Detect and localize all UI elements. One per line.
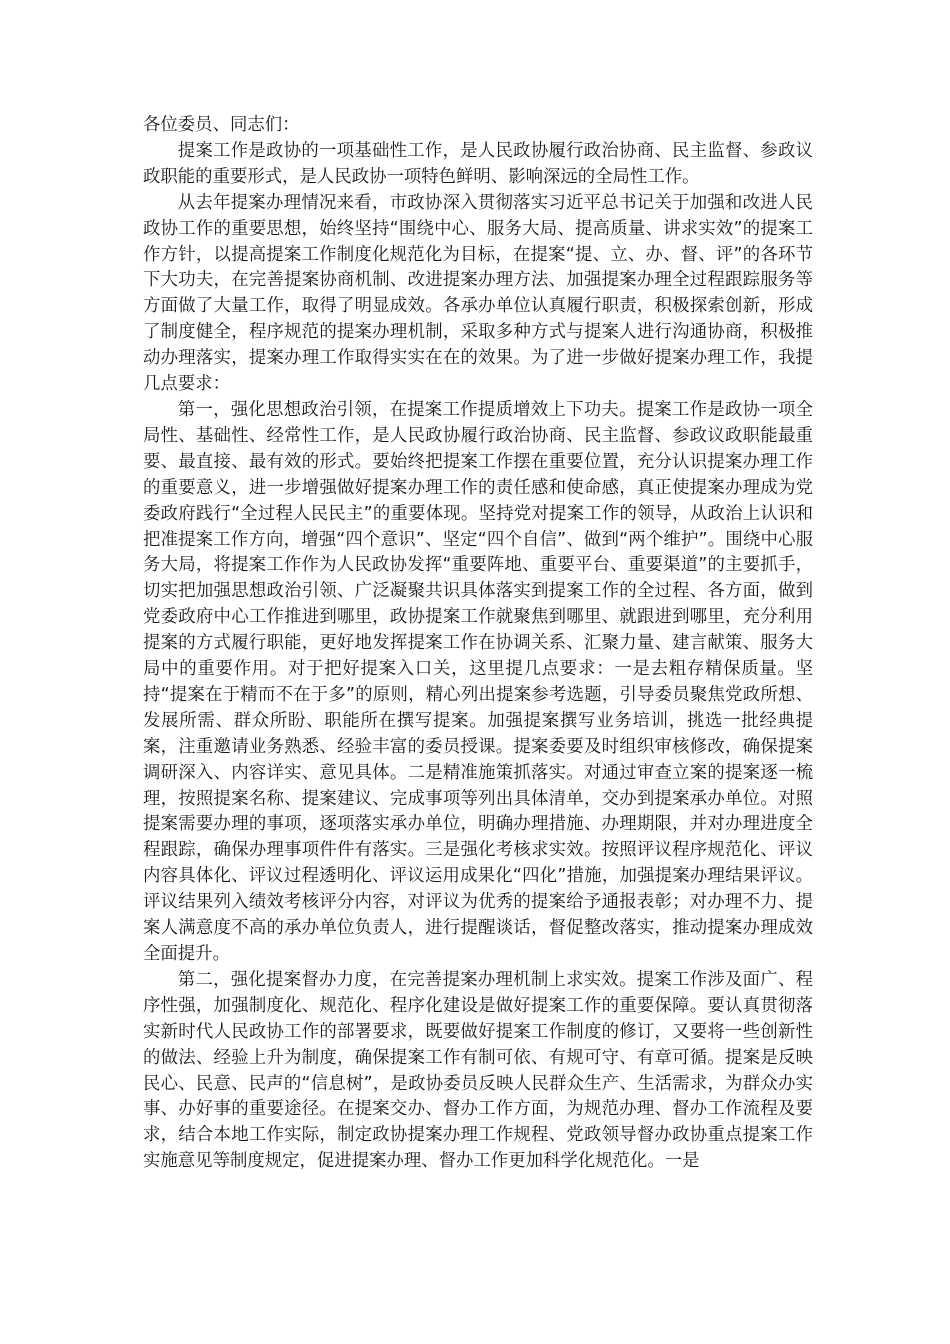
paragraph-point-one: 第一，强化思想政治引领，在提案工作提质增效上下功夫。提案工作是政协一项全局性、基础性、经常性工作，是人民政协履行政治协商、民主监督、参政议政职能最重要、最直接、最有效的形式。要始终把提案工作摆在重要位置，充分认识提案办理工作的重要意义，进一步增强做好提案办理工作的责任感和使命感，真正使提案办理成为党委政府践行“全过程人民民主”的重要体现。坚持党对提案工作的领导，从政治上认识和把准提案工作方向，增强“四个意识”、坚定“四个自信”、做到“两个维护”。围绕中心服务大局，将提案工作作为人民政协发挥“重要阵地、重要平台、重要渠道”的主要抓手，切实把加强思想政治引领、广泛凝聚共识具体落实到提案工作的全过程、各方面，做到党委政府中心工作推进到哪里，政协提案工作就聚焦到哪里、就跟进到哪里，充分利用提案的方式履行职能，更好地发挥提案工作在协调关系、汇聚力量、建言献策、服务大局中的重要作用。对于把好提案入口关，这里提几点要求：一是去粗存精保质量。坚持“提案在于精而不在于多”的原则，精心列出提案参考选题，引导委员聚焦党政所想、发展所需、群众所盼、职能所在撰写提案。加强提案撰写业务培训，挑选一批经典提案，注重邀请业务熟悉、经验丰富的委员授课。提案委要及时组织审核修改，确保提案调研深入、内容详实、意见具体。二是精准施策抓落实。对通过审查立案的提案逐一梳理，按照提案名称、提案建议、完成事项等列出具体清单，交办到提案承办单位。对照提案需要办理的事项，逐项落实承办单位，明确办理措施、办理期限，并对办理进度全程跟踪，确保办理事项件件有落实。三是强化考核求实效。按照评议程序规范化、评议内容具体化、评议过程透明化、评议运用成果化“四化”措施，加强提案办理结果评议。评议结果列入绩效考核评分内容，对评议为优秀的提案给予通报表彰；对办理不力、提案人满意度不高的承办单位负责人，进行提醒谈话，督促整改落实，推动提案办理成效全面提升。: [143, 399, 813, 964]
paragraph-point-two: 第二，强化提案督办力度，在完善提案办理机制上求实效。提案工作涉及面广、程序性强，加强制度化、规范化、程序化建设是做好提案工作的重要保障。要认真贯彻落实新时代人民政协工作的部署要求，既要做好提案工作制度的修订，又要将一些创新性的做法、经验上升为制度，确保提案工作有制可依、有规可守、有章可循。提案是反映民心、民意、民声的“信息树”，是政协委员反映人民群众生产、生活需求，为群众办实事、办好事的重要途径。在提案交办、督办工作方面，为规范办理、督办工作流程及要求，结合本地工作实际，制定政协提案办理工作规程、党政领导督办政协重点提案工作实施意见等制度规定，促进提案办理、督办工作更加科学化规范化。一是: [143, 969, 813, 1172]
salutation: 各位委员、同志们：: [143, 115, 300, 135]
document-body: [143, 113, 813, 1175]
paragraph-review: 从去年提案办理情况来看，市政协深入贯彻落实习近平总书记关于加强和改进人民政协工作的重要思想，始终坚持“围绕中心、服务大局、提高质量、讲求实效”的提案工作方针，以提高提案工作制度化规范化为目标，在提案“提、立、办、督、评”的各环节下大功夫，在完善提案协商机制、改进提案办理方法、加强提案办理全过程跟踪服务等方面做了大量工作，取得了明显成效。各承办单位认真履行职责，积极探索创新，形成了制度健全，程序规范的提案办理机制，采取多种方式与提案人进行沟通协商，积极推动办理落实，提案办理工作取得实实在在的效果。为了进一步做好提案办理工作，我提几点要求：: [143, 192, 813, 395]
paragraph-intro: 提案工作是政协的一项基础性工作，是人民政协履行政治协商、民主监督、参政议政职能的重要形式，是人民政协一项特色鲜明、影响深远的全局性工作。: [143, 140, 813, 187]
